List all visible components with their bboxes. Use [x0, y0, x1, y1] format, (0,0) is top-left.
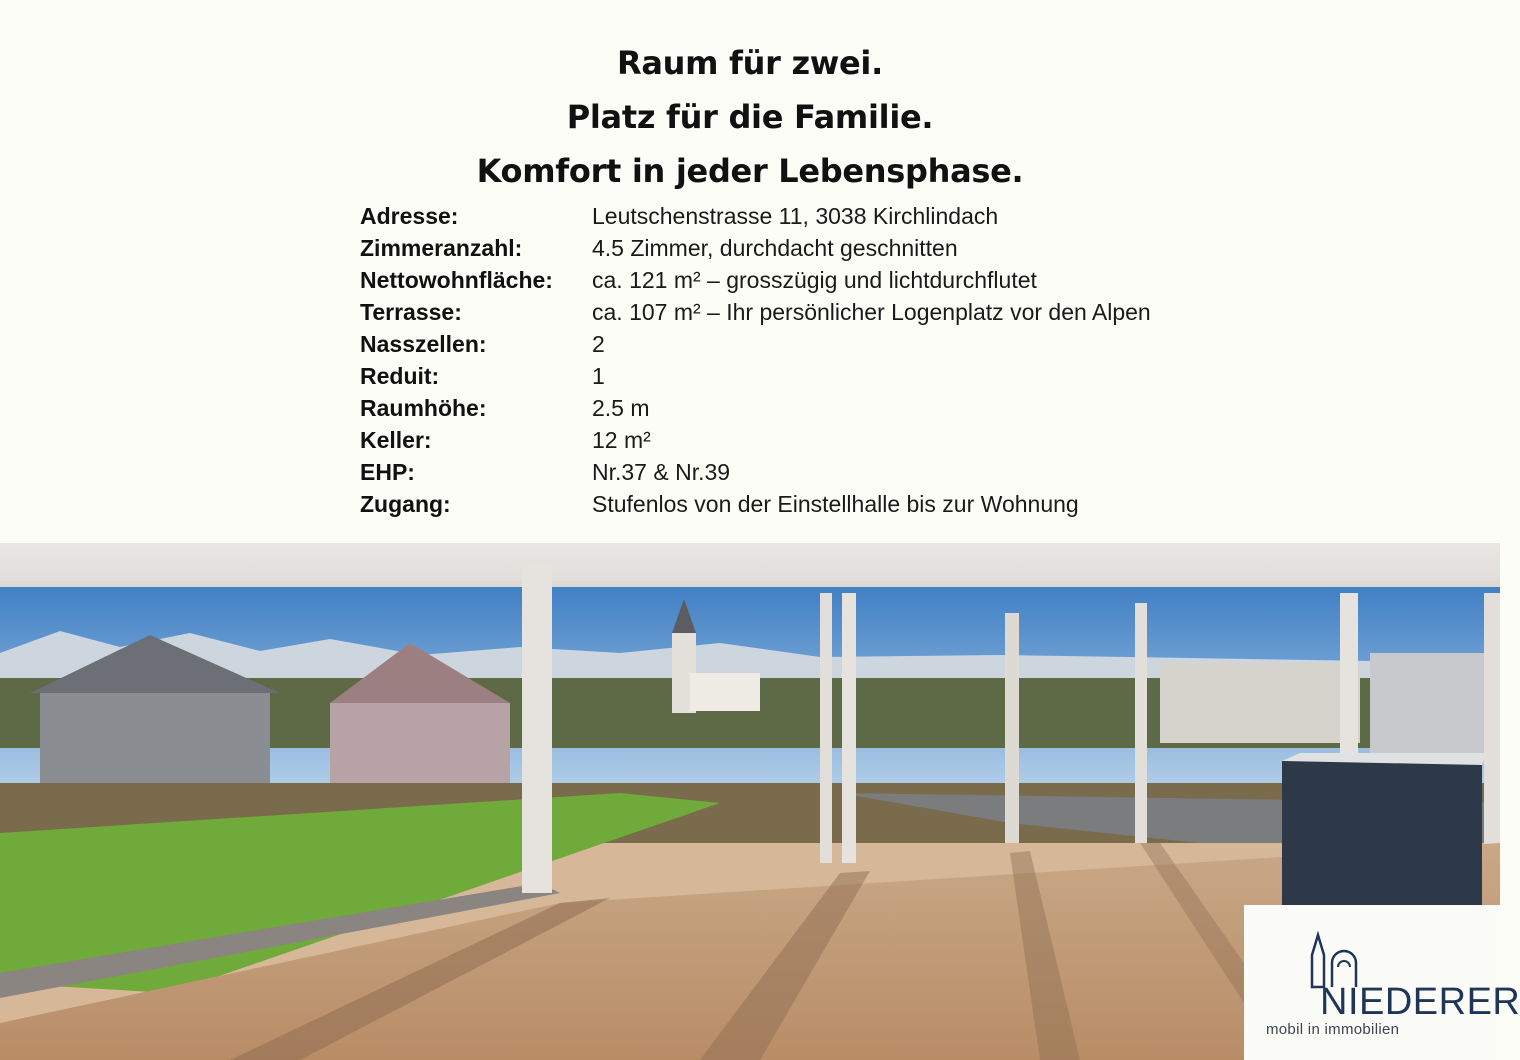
fact-row: [360, 488, 1360, 520]
fact-value: 12 m²: [592, 426, 651, 453]
fact-value: 1: [592, 362, 605, 389]
headline-line-1: Raum für zwei.: [617, 44, 883, 82]
headline-line-2: Platz für die Familie.: [566, 98, 934, 136]
fact-label: Reduit:: [360, 362, 440, 389]
fact-value: 4.5 Zimmer, durchdacht geschnitten: [592, 234, 958, 261]
fact-row: [360, 392, 1360, 424]
fact-value: 2: [592, 330, 605, 357]
headline: [0, 36, 1500, 198]
brand-name: NIEDERER: [1320, 981, 1520, 1023]
church-skyline-icon: [1302, 929, 1362, 989]
fact-label: Terrasse:: [360, 298, 462, 325]
fact-label: Keller:: [360, 426, 432, 453]
fact-label: Nettowohnfläche:: [360, 266, 553, 293]
fact-row: [360, 200, 1360, 232]
fact-row: [360, 264, 1360, 296]
niederer-logo: [1244, 905, 1520, 1060]
fact-value: ca. 107 m² – Ihr persönlicher Logenplatz vor den Alpen: [592, 298, 1151, 325]
fact-value: 2.5 m: [592, 394, 650, 421]
fact-label: Zugang:: [360, 490, 451, 517]
fact-label: Adresse:: [360, 202, 459, 229]
fact-label: Nasszellen:: [360, 330, 487, 357]
fact-value: Stufenlos von der Einstellhalle bis zur Wohnung: [592, 490, 1079, 517]
brand-tagline: mobil in immobilien: [1266, 1021, 1400, 1038]
fact-value: Leutschenstrasse 11, 3038 Kirchlindach: [592, 202, 999, 229]
fact-label: EHP:: [360, 458, 415, 485]
fact-row: [360, 296, 1360, 328]
fact-label: Zimmeranzahl:: [360, 234, 523, 261]
fact-row: [360, 328, 1360, 360]
headline-line-3: Komfort in jeder Lebensphase.: [476, 152, 1024, 190]
fact-row: [360, 232, 1360, 264]
fact-row: [360, 456, 1360, 488]
fact-value: ca. 121 m² – grosszügig und lichtdurchflutet: [592, 266, 1037, 293]
fact-row: [360, 360, 1360, 392]
fact-value: Nr.37 & Nr.39: [592, 458, 731, 485]
property-facts: [360, 200, 1360, 520]
fact-label: Raumhöhe:: [360, 394, 487, 421]
fact-row: [360, 424, 1360, 456]
